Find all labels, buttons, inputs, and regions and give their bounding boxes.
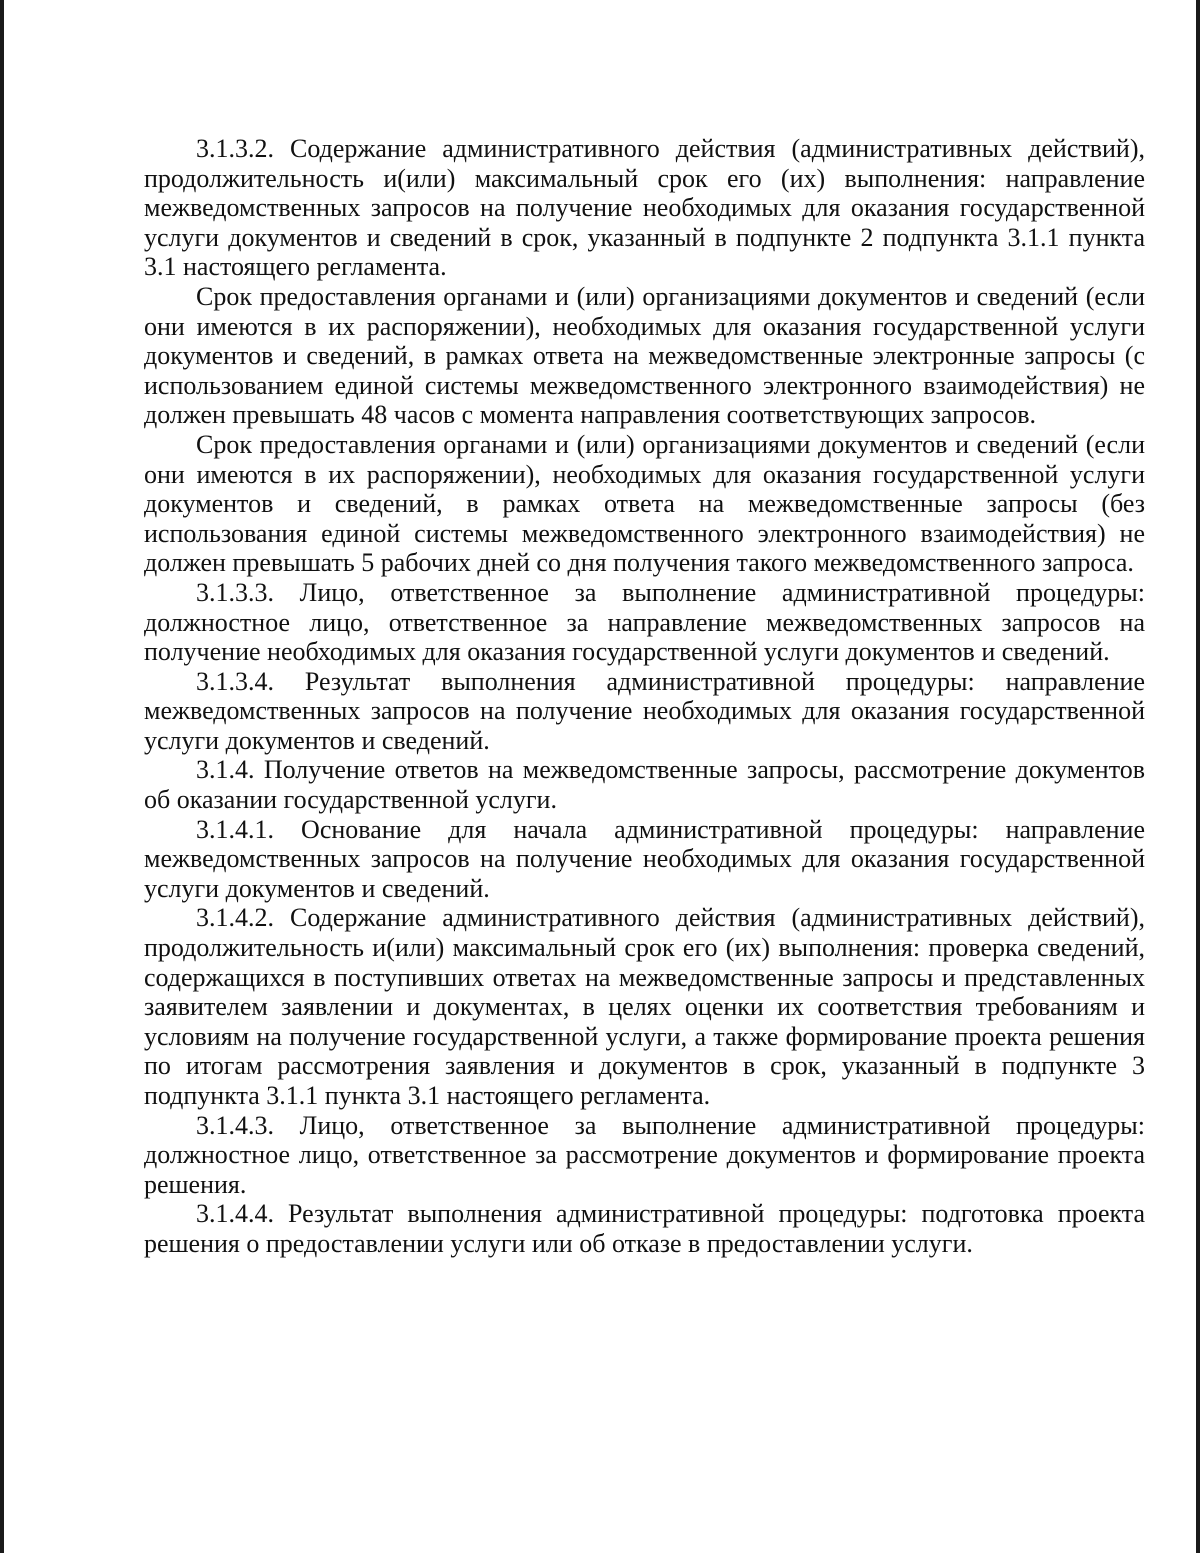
paragraph-3-1-3-2: 3.1.3.2. Содержание административного действия (административных действий), продолжительность и(или) максимальный срок его (их) выполнения: направление межведомственных запросов на получение необходимых для оказания государственной услуги документов и сведений в срок, указанный в подпункте 2 подпункта 3.1.1 пункта 3.1 настоящего регламента. [144, 134, 1145, 282]
paragraph-3-1-4: 3.1.4. Получение ответов на межведомственные запросы, рассмотрение документов об оказании государственной услуги. [144, 755, 1145, 815]
paragraph-3-1-3-4: 3.1.3.4. Результат выполнения административной процедуры: направление межведомственных запросов на получение необходимых для оказания государственной услуги документов и сведений. [144, 666, 1145, 755]
paragraph-interagency-electronic-deadline: Срок предоставления органами и (или) организациями документов и сведений (если они имеются в их распоряжении), необходимых для оказания государственной услуги документов и сведений, в рамках ответа на межведомственные электронные запросы (с использованием единой системы межведомственного электронного взаимодействия) не должен превышать 48 часов с момента направления соответствующих запросов. [144, 281, 1145, 430]
paragraph-3-1-4-1: 3.1.4.1. Основание для начала административной процедуры: направление межведомственных запросов на получение необходимых для оказания государственной услуги документов и сведений. [144, 814, 1145, 903]
paragraph-3-1-4-4: 3.1.4.4. Результат выполнения административной процедуры: подготовка проекта решения о предоставлении услуги или об отказе в предоставлении услуги. [144, 1199, 1145, 1258]
paragraph-3-1-4-3: 3.1.4.3. Лицо, ответственное за выполнение административной процедуры: должностное лицо, ответственное за рассмотрение документов и формирование проекта решения. [144, 1110, 1145, 1199]
paragraph-3-1-4-2: 3.1.4.2. Содержание административного действия (административных действий), продолжительность и(или) максимальный срок его (их) выполнения: проверка сведений, содержащихся в поступивших ответах на межведомственные запросы и представленных заявителем заявлении и документах, в целях оценки их соответствия требованиям и условиям на получение государственной услуги, а также формирование проекта решения по итогам рассмотрения заявления и документов в срок, указанный в подпункте 3 подпункта 3.1.1 пункта 3.1 настоящего регламента. [144, 903, 1145, 1110]
scan-border-left [0, 0, 4, 1553]
document-page [144, 134, 1145, 1259]
paragraph-3-1-3-3: 3.1.3.3. Лицо, ответственное за выполнение административной процедуры: должностное лицо, ответственное за направление межведомственных запросов на получение необходимых для оказания государственной услуги документов и сведений. [144, 577, 1145, 667]
scan-border-right [1196, 0, 1200, 1553]
paragraph-interagency-non-electronic-deadline: Срок предоставления органами и (или) организациями документов и сведений (если они имеются в их распоряжении), необходимых для оказания государственной услуги документов и сведений, в рамках ответа на межведомственные запросы (без использования единой системы межведомственного электронного взаимодействия) не должен превышать 5 рабочих дней со дня получения такого межведомственного запроса. [144, 429, 1145, 578]
